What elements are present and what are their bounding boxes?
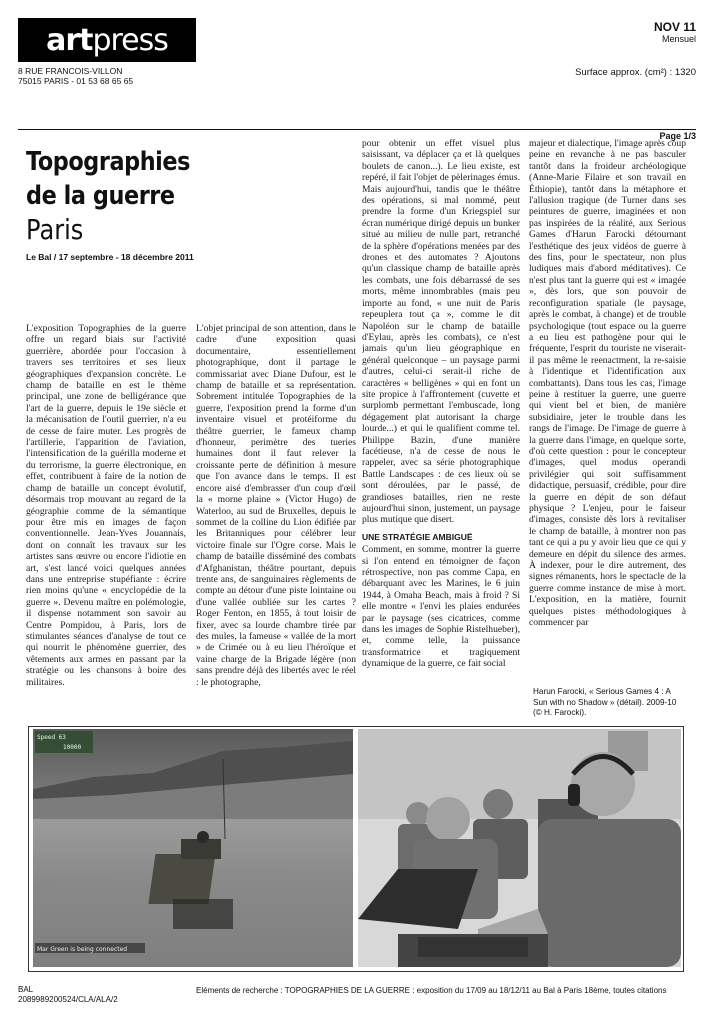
column-3-text-b: Comment, en somme, montrer la guerre si l'on entend en témoigner de façon rétrospective, non pas comme Capa, en débarquant avec les Marines, le 6 juin 1944, à Omaha Beach, mais à froid ? Si elle montre « l'envi les plaies endurées par le paysage (ses cicatrices, comme dans les images de Sophie Ristelhueber), et, comme telle, la puissance transformatrice et tragiquement dynamique de la guerre, ce fait social: [362, 544, 520, 670]
video-game-still: [33, 729, 353, 967]
footer-source-line-2: 2089989200524/CLA/ALA/2: [18, 994, 118, 1004]
photo-caption: Harun Farocki, « Serious Games 4 : A Sun with no Shadow » (détail). 2009-10 (© H. Farocki).: [533, 687, 677, 717]
column-1-text: L'exposition Topographies de la guerre offre un regard biais sur l'activité guerrière, abordée pour l'occasion à travers ses territoires et ses lieux géographiques d'expansion concrète. Le champ de bataille en est le thème principal, une zone de belligérance que l'art de la guerre, depuis le 19e siècle et la mécanisation de l'outil guerrier, n'a eu de cesse de faire muter. Les progrès de l'artillerie, l'apparition de l'aviation, l'intensification de la guérilla moderne et du terrorisme, la guerre électronique, en effet, contribuent à faire de la notion de champ de bataille un concept évolutif, désormais trop mouvant au regard de la géographie comme de la sémantique pour être mis en images de façon conventionnelle. Jean-Yves Jouannais, dont on connaît les travaux sur les artistes sans œuvre ou encore l'idiotie en art, s'est lancé voici quelques années dans une entreprise stupéfiante : écrire rien moins qu'une « encyclopédie de la guerre ». Devenu maître en polémologie, il dispense notamment son savoir au Centre Pompidou, à Paris, lors de stimulantes séances d'analyse de tout ce qui nourrit le phénomène guerrier, des vêtements aux armes en passant par la stratégie ou les chansons à boire des militaires.: [26, 323, 186, 688]
soldiers-computer-photo: [358, 729, 681, 967]
column-4-text: majeur et dialectique, l'image après coup peine en revanche à ne pas basculer tantôt dans la froideur archéologique (Anne-Marie Filaire et son travail en Éthiopie), tantôt dans la métaphore et l'allusion tragique (de Turner dans ses peintures de guerre, imaginées et non pas inspirées de la réalité, aux Serious Games d'Harun Farocki détournant l'esthétique des jeux vidéos de guerre à des fins, pour le spectateur, non plus ludiques mais d'abord méditatives). Ce n'est plus tant la guerre qui est « imagée », dès lors, que son pouvoir de reconfiguration spatiale (le paysage, après le combat, à change) et de trouble psychologique (tout espace ou la guerre a eu lieu est pathogène pour qui le fréquente, l'esprit du touriste ne viserait-il pas même le reenactment, la re-saisie à l'identique et l'identification aux combattants). Dans tous les cas, l'image peine à restituer la guerre, une guerre qui vient bel et bien, de manière subsidiaire, jeter le trouble dans les rangs de l'image. De l'image de guerre à la guerre dans l'image, en quelque sorte, d'où cette question : pour le concepteur d'images, quel modus operandi privilégier qui soit suffisamment didactique, persuasif, crédible, pour dire la guerre en dépit de son défaut physique ? L'enjeu, pour le faiseur d'images, consiste dès lors à revitaliser le champ de bataille, à montrer non pas tant ce qui a pu y avoir lieu que ce qui y demeure en dépit du silence des armes. À indexer, pour le dire autrement, des signes rémanents, hors le spectacle de la guerre comme instance de mise à mort. L'exposition, en la matière, fournit quelques pistes méthodologiques à commencer par: [529, 138, 686, 629]
exhibition-dates: Le Bal / 17 septembre - 18 décembre 2011: [26, 252, 194, 262]
article-title-line-2: de la guerre: [26, 181, 175, 211]
game-landscape-image: [33, 729, 353, 967]
section-subhead: UNE STRATÉGIE AMBIGUË: [362, 531, 473, 542]
article-column-2: [196, 323, 356, 725]
surface-area: Surface approx. (cm²) : 1320: [575, 67, 696, 78]
article-title-line-1: Topographies: [26, 147, 191, 177]
issue-frequency: Mensuel: [661, 34, 696, 44]
column-3-text-a: pour obtenir un effet visuel plus saisissant, va déplacer ça et là quelques boulets de canon...). Le lieu existe, est repéré, il fait l'objet de pèlerinages émus. Mais aujourd'hui, tandis que le théâtre des opérations, si mal nommé, peut prendre la forme d'un Kriegspiel sur écran numérique dirigé depuis un bunker situé au milieu de nulle part, retranché de la sphère d'opérations menées par des drones et des automates ? Ajoutons qu'un classique champ de bataille après les combats, une fois débarrassé de ses morts, même innombrables (mais peu importe au fond, « une nuit de Paris repeuplera tout ça », comme le dit Napoléon sur le champ de bataille d'Eylau, après les combats), ce n'est jamais qu'un lieu géographique en général quelconque – un paysage parmi d'autres, celui-ci serait-il riche de caractères « belligènes » qui en font un site propice à l'affrontement (cuvette et surplomb permettant l'embuscade, long dégagement plat autorisant la charge lourde...) et qui le qualifient comme tel. Philippe Bazin, d'une manière facétieuse, n'a de cesse de nous le rappeler, avec sa série photographique Battle Landscapes : de ces lieux où se sont déroulées, par le passé, de grandioses batailles, rien ne reste aujourd'hui sinon, justement, un paysage plus mutique que disert.: [362, 138, 520, 526]
magazine-logo: [18, 18, 196, 62]
hud-message: Mar Green is being connected: [37, 946, 128, 953]
address-line-1: 8 RUE FRANCOIS-VILLON: [18, 66, 123, 76]
address-line-2: 75015 PARIS - 01 53 68 65 65: [18, 76, 134, 86]
soldiers-photo-image: [358, 729, 681, 967]
footer-source-line-1: BAL: [18, 985, 34, 994]
article-city: Paris: [26, 213, 84, 246]
hud-value: 10000: [63, 744, 82, 751]
hud-speed: Speed 63: [37, 734, 66, 741]
article-column-4: [529, 138, 686, 725]
logo-art-text: art: [46, 22, 93, 58]
header-rule: [18, 129, 696, 130]
column-2-text: L'objet principal de son attention, dans le cadre d'une exposition quasi documentaire, essentiellement photographique, dont il partage le commissariat avec Diane Dufour, est le champ de bataille et sa représentation. Sobrement intitulée Topographies de la guerre, l'exposition prend la forme d'un inventaire visuel et protéiforme du théâtre guerrier, le fameux champ d'honneur, perimètre des tueries humaines dont il faut relever la croissante perte de définition à mesure que l'on avance dans le temps. Il est encore aisé d'embrasser d'un coup d'œil la « morne plaine » (Victor Hugo) de Waterloo, au sud de Bruxelles, depuis le sommet de la colline du Lion édifiée par les Britanniques pour célébrer leur victoire finale sur l'Ogre corse. Mais le champ de bataille disséminé des combats d'Afghanistan, théâtre pourtant, depuis trente ans, de sanguinaires règlements de compte au détour d'une piste lointaine ou d'une vallée oubliée sur les cartes ? Roger Fenton, en 1855, à tout loisir de fixer, avec sa lourde chambre tirée par des mules, la fameuse « vallée de la mort » de Crimée ou à eu lieu l'héroïque et vaine charge de la Brigade légère (non sans prendre déjà des libertés avec le réel : le photographe,: [196, 323, 356, 688]
footer-source: [18, 985, 118, 1004]
logo-press-text: press: [92, 22, 168, 58]
issue-date: NOV 11: [653, 20, 696, 34]
article-column-3: [362, 138, 520, 725]
page-number: Page 1/3: [659, 131, 696, 141]
article-column-1: [26, 323, 186, 725]
footer-search-elements: Eléments de recherche : TOPOGRAPHIES DE LA GUERRE : exposition du 17/09 au 18/12/11 au Bal à Paris 18ème, toutes citations: [196, 986, 667, 995]
